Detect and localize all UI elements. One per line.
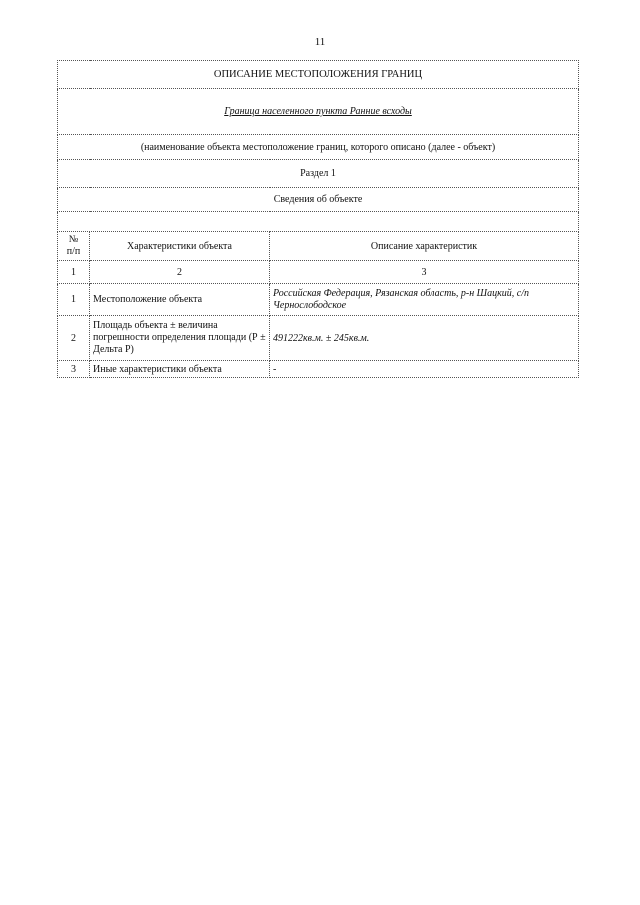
subsection-heading: Сведения об объекте <box>58 188 579 212</box>
row-num: 2 <box>58 316 90 361</box>
blank-row <box>58 212 579 232</box>
row-description: 491222кв.м. ± 245кв.м. <box>270 316 579 361</box>
row-description: Российская Федерация, Рязанская область, р-н Шацкий, с/п Чернослободское <box>270 284 579 316</box>
row-num: 3 <box>58 361 90 378</box>
row-characteristic: Площадь объекта ± величина погрешности определения площади (Р ± Дельта Р) <box>90 316 270 361</box>
header-num: № п/п <box>58 232 90 261</box>
object-name-hint: (наименование объекта местоположение границ, которого описано (далее - объект) <box>58 135 579 160</box>
boundary-description-table <box>57 60 579 378</box>
table-row <box>58 361 579 378</box>
table-row <box>58 284 579 316</box>
header-characteristic: Характеристики объекта <box>90 232 270 261</box>
row-characteristic: Местоположение объекта <box>90 284 270 316</box>
row-characteristic: Иные характеристики объекта <box>90 361 270 378</box>
row-description: - <box>270 361 579 378</box>
row-num: 1 <box>58 284 90 316</box>
header-description: Описание характеристик <box>270 232 579 261</box>
document-title: ОПИСАНИЕ МЕСТОПОЛОЖЕНИЯ ГРАНИЦ <box>58 61 579 89</box>
column-number: 2 <box>90 261 270 284</box>
column-number: 3 <box>270 261 579 284</box>
table-row <box>58 316 579 361</box>
page-number: 11 <box>314 36 326 48</box>
object-name: Граница населенного пункта Ранние всходы <box>58 89 579 135</box>
column-number: 1 <box>58 261 90 284</box>
section-heading: Раздел 1 <box>58 160 579 188</box>
